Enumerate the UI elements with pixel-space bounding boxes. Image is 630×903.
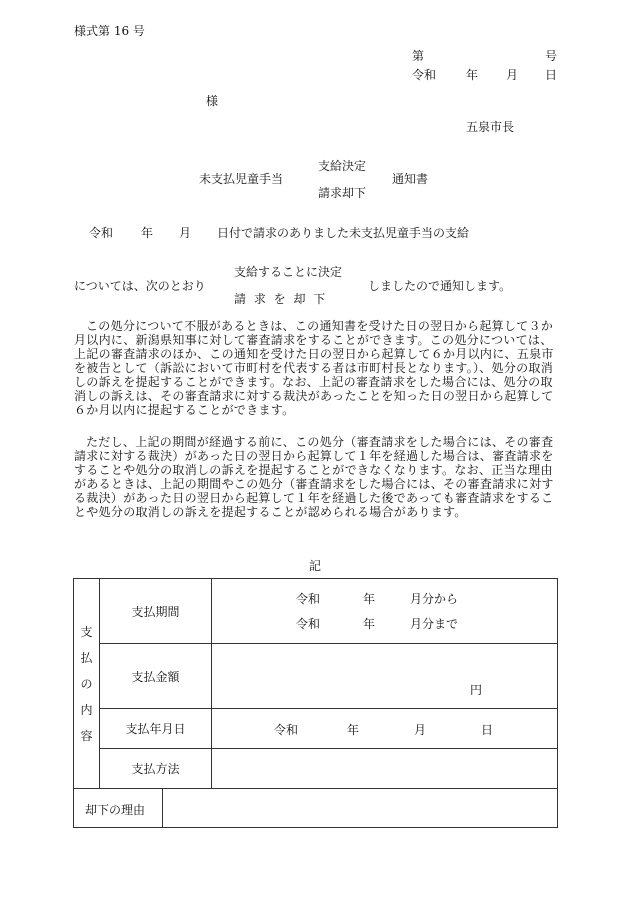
date-reiwa: 令和 bbox=[412, 68, 437, 82]
decision-option-grant: 支給することに決定 bbox=[234, 265, 343, 279]
decision-prefix: については、次のとおり bbox=[74, 279, 206, 293]
payment-method-label: 支払方法 bbox=[100, 749, 212, 789]
title-option-grant: 支給決定 bbox=[318, 159, 367, 173]
amount-value[interactable] bbox=[212, 644, 558, 709]
title-suffix: 通知書 bbox=[392, 172, 429, 186]
period-value[interactable]: 令和 年 月分から 令和 年 月分まで bbox=[212, 579, 558, 644]
decision-option-reject: 請 求 を 却 下 bbox=[234, 292, 328, 306]
decision-suffix: しましたので通知します。 bbox=[368, 279, 512, 293]
payment-content-label: 支 払 の 内 容 bbox=[74, 579, 100, 789]
intro-month: 月 bbox=[179, 226, 192, 240]
reject-reason-row[interactable] bbox=[74, 789, 558, 828]
date-day: 日 bbox=[545, 68, 558, 82]
intro-reiwa: 令和 bbox=[89, 226, 114, 240]
reject-reason-divider bbox=[162, 789, 163, 827]
record-table bbox=[73, 578, 558, 828]
doc-number-go: 号 bbox=[545, 49, 558, 63]
yen-unit: 円 bbox=[470, 683, 483, 697]
reject-reason-label: 却下の理由 bbox=[85, 803, 146, 817]
date-month: 月 bbox=[506, 68, 519, 82]
body-paragraph-1: この処分について不服があるときは、この通知書を受けた日の翌日から起算して３か月以内に、新潟県知事に対して審査請求をすることができます。この処分については、上記の審査請求のほか、この通知を受けた日の翌日から起算して６か月以内に、五泉市を被告として（訴訟において市町村を代表する者は市町村長となります。）、処分の取消しの訴えを提起することができます。なお、上記の審査請求をした場合には、処分の取消しの訴えは、その審査請求に対する裁決があったことを知った日の翌日から起算して６か月以内に提起することができます。 bbox=[74, 319, 554, 417]
intro-text: 日付で請求のありました未支払児童手当の支給 bbox=[217, 226, 470, 240]
title-option-reject: 請求却下 bbox=[318, 186, 367, 200]
doc-number-dai: 第 bbox=[412, 49, 425, 63]
payment-date-value[interactable]: 令和 年 月 日 bbox=[212, 709, 558, 749]
title-prefix: 未支払児童手当 bbox=[199, 172, 284, 186]
payment-date-label: 支払年月日 bbox=[100, 709, 212, 749]
period-label: 支払期間 bbox=[100, 579, 212, 644]
date-year: 年 bbox=[466, 68, 479, 82]
amount-label: 支払金額 bbox=[100, 644, 212, 709]
body-paragraph-2: ただし、上記の期間が経過する前に、この処分（審査請求をした場合には、その審査請求に対する裁決）があった日の翌日から起算して１年を経過した場合は、審査請求をすることや処分の取消しの訴えを提起することができなくなります。なお、正当な理由があるときは、上記の期間やこの処分（審査請求をした場合には、その審査請求に対する裁決）があった日の翌日から起算して１年を経過した後であっても審査請求をすることや処分の取消しの訴えを提起することが認められる場合があります。 bbox=[74, 435, 554, 519]
issuer: 五泉市長 bbox=[466, 120, 515, 134]
ki-heading: 記 bbox=[309, 559, 322, 573]
intro-year: 年 bbox=[141, 226, 154, 240]
form-number: 様式第 16 号 bbox=[74, 24, 145, 38]
payment-method-value[interactable] bbox=[212, 749, 558, 789]
addressee-suffix: 様 bbox=[206, 94, 219, 108]
